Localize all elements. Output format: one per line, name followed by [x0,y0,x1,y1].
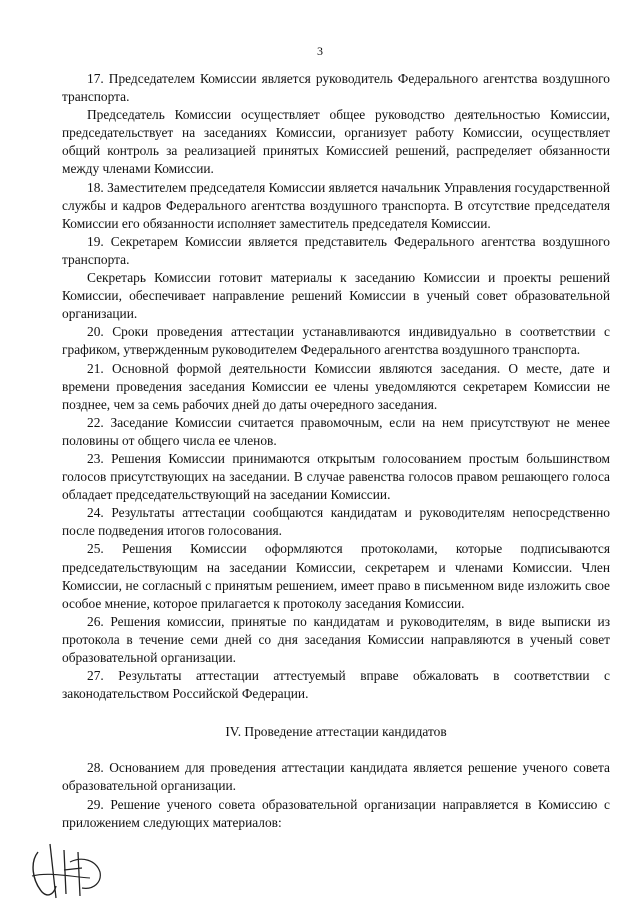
paragraph-27: 27. Результаты аттестации аттестуемый вправе обжаловать в соответствии с законодательством Российской Федерации. [62,668,610,702]
paragraph-29: 29. Решение ученого совета образовательной организации направляется в Комиссию с приложением следующих материалов: [62,796,610,830]
handwritten-initials-signature [20,832,110,902]
paragraph-28: 28. Основанием для проведения аттестации кандидата является решение ученого совета образовательной организации. [62,760,610,794]
paragraph-17: 17. Председателем Комиссии является руководитель Федерального агентства воздушного транспорта. [62,71,610,105]
paragraph-22: 22. Заседание Комиссии считается правомочным, если на нем присутствуют не менее половины от общего числа ее членов. [62,414,610,448]
paragraph-23: 23. Решения Комиссии принимаются открытым голосованием простым большинством голосов присутствующих на заседании. В случае равенства голосов правом решающего голоса обладает председательствующий на заседании Комиссии. [62,450,610,503]
paragraph-19: 19. Секретарем Комиссии является представитель Федерального агентства воздушного транспорта. [62,233,610,267]
paragraph-21: 21. Основной формой деятельности Комиссии являются заседания. О месте, дате и времени проведения заседания Комиссии ее члены уведомляются секретарем Комиссии не позднее, чем за семь рабочих дней до даты очередного заседания. [62,360,610,412]
paragraph-18: 18. Заместителем председателя Комиссии является начальник Управления государственной службы и кадров Федерального агентства воздушного транспорта. В отсутствие председателя Комиссии его обязанности исполняет заместитель председателя Комиссии. [62,179,610,231]
paragraph-26: 26. Решения комиссии, принятые по кандидатам и руководителям, в виде выписки из протокола в течение семи дней со дня заседания Комиссии направляются в ученый совет образовательной организации. [62,613,610,665]
paragraph-chairman-duties: Председатель Комиссии осуществляет общее руководство деятельностью Комиссии, председательствует на заседаниях Комиссии, организует работу Комиссии, осуществляет общий контроль за реализацией принятых Комиссией решений, распределяет обязанности между членами Комиссии. [62,107,610,177]
document-body [62,70,610,832]
paragraph-secretary-duties: Секретарь Комиссии готовит материалы к заседанию Комиссии и проекты решений Комиссии, обеспечивает направление решений Комиссии в ученый совет образовательной организации. [62,270,610,322]
paragraph-25: 25. Решения Комиссии оформляются протоколами, которые подписываются председательствующим на заседании Комиссии, секретарем и членами Комиссии. Член Комиссии, не согласный с принятым решением, имеет право в письменном виде изложить свое особое мнение, которое прилагается к протоколу заседания Комиссии. [62,541,610,611]
section-heading: IV. Проведение аттестации кандидатов [225,724,447,740]
paragraph-24: 24. Результаты аттестации сообщаются кандидатам и руководителям непосредственно после подведения итогов голосования. [62,505,610,539]
page-number: 3 [317,44,323,58]
paragraph-20: 20. Сроки проведения аттестации устанавливаются индивидуально в соответствии с графиком, утвержденным руководителем Федерального агентства воздушного транспорта. [62,324,610,358]
